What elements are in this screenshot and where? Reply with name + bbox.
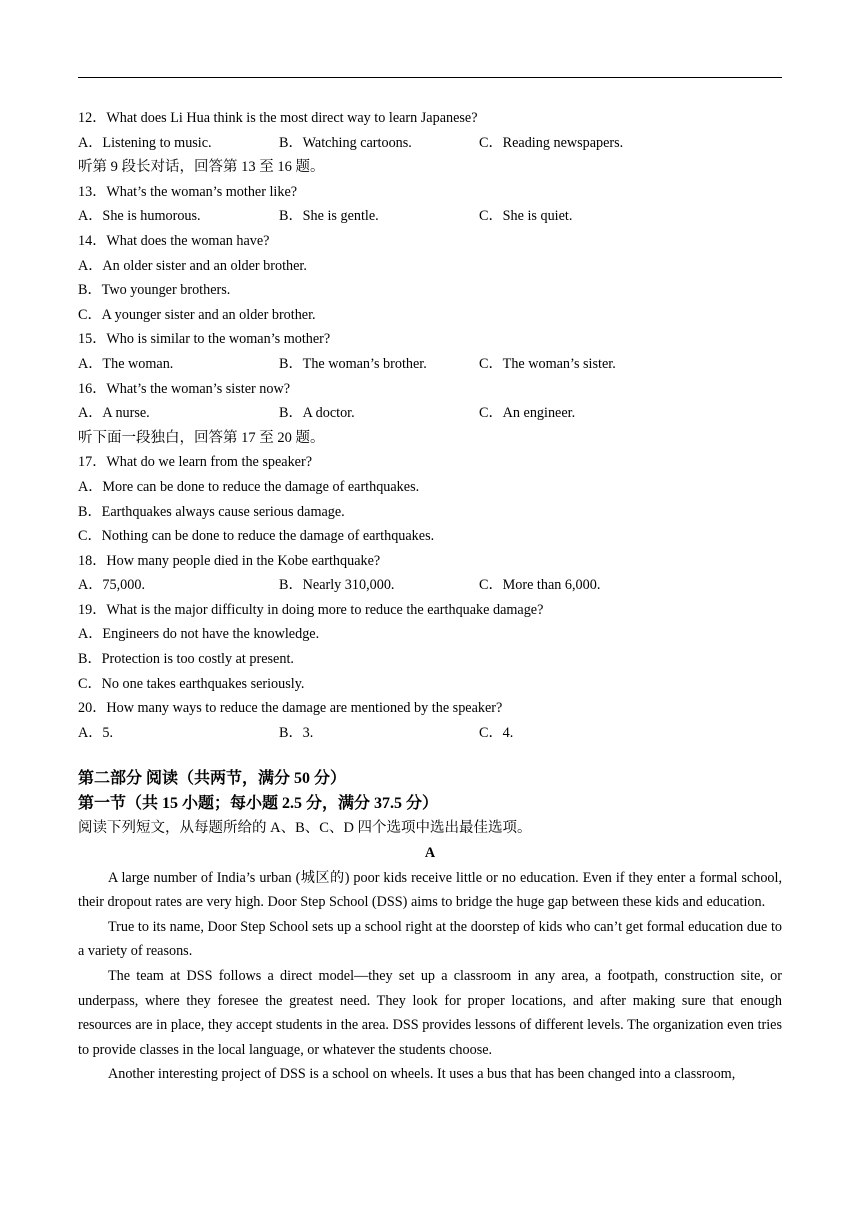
option-b: B．Two younger brothers.: [78, 282, 231, 299]
option-b: B．Nearly 310,000.: [279, 577, 395, 594]
option-c: C．No one takes earthquakes seriously.: [78, 675, 305, 692]
option-b: B．3.: [279, 724, 314, 741]
option-c: C．The woman’s sister.: [479, 355, 616, 372]
option-c: C．4.: [479, 724, 514, 741]
option-b: B．She is gentle.: [279, 208, 379, 225]
question-15-options: [78, 352, 782, 377]
option-a: A．Listening to music.: [78, 134, 212, 151]
option-c: C．A younger sister and an older brother.: [78, 306, 316, 323]
passage-paragraph-1: A large number of India’s urban (城区的) poor kids receive little or no education. Even if they enter a formal school, their dropout rates are very high. Door Step School (DSS) aims to bridge the huge gap between these kids and education.: [78, 869, 782, 911]
passage-paragraph-2: True to its name, Door Step School sets up a school right at the doorstep of kids who can’t get formal education due to a variety of reasons.: [78, 918, 782, 960]
question-14-stem: 14．What does the woman have?: [78, 232, 270, 249]
passage-paragraph-4: Another interesting project of DSS is a school on wheels. It uses a bus that has been changed into a classroom,: [108, 1066, 736, 1083]
option-c: C．She is quiet.: [479, 208, 573, 225]
reading-instruction: 阅读下列短文，从每题所给的 A、B、C、D 四个选项中选出最佳选项。: [78, 820, 532, 837]
question-15-stem: 15．Who is similar to the woman’s mother?: [78, 331, 331, 348]
question-20-stem: 20．How many ways to reduce the damage are mentioned by the speaker?: [78, 700, 503, 717]
option-c: C．Reading newspapers.: [479, 134, 624, 151]
question-13-options: [78, 204, 782, 229]
part-two-title: 第二部分 阅读（共两节，满分 50 分）: [78, 770, 347, 788]
option-a: A．The woman.: [78, 355, 174, 372]
passage-paragraph-3: The team at DSS follows a direct model—they set up a classroom in any area, a footpath, construction site, or underpass, where they foresee the greatest need. They look for proper locations, and after making sure that enough resources are in place, they accept students in the area. DSS provides lessons of different levels. The organization even tries to provide classes in the local language, or whatever the students choose.: [78, 968, 782, 1058]
option-c: C．More than 6,000.: [479, 577, 601, 594]
option-a: A．75,000.: [78, 577, 145, 594]
option-a: A．More can be done to reduce the damage of earthquakes.: [78, 478, 420, 495]
question-18-stem: 18．How many people died in the Kobe earthquake?: [78, 552, 381, 569]
question-12-stem: 12．What does Li Hua think is the most direct way to learn Japanese?: [78, 110, 478, 126]
option-a: A．Engineers do not have the knowledge.: [78, 626, 320, 643]
question-13-stem: 13．What’s the woman’s mother like?: [78, 183, 298, 200]
option-b: B．Watching cartoons.: [279, 134, 412, 151]
instruction-17-20: 听下面一段独白，回答第 17 至 20 题。: [78, 429, 325, 446]
question-12-options: [78, 131, 782, 156]
question-20-options: [78, 721, 782, 746]
question-16-stem: 16．What’s the woman’s sister now?: [78, 380, 290, 397]
passage-label: A: [424, 845, 436, 862]
option-a: A．An older sister and an older brother.: [78, 257, 307, 274]
question-16-options: [78, 401, 782, 426]
header-rule: [78, 77, 782, 78]
option-b: B．Protection is too costly at present.: [78, 651, 294, 668]
question-17-stem: 17．What do we learn from the speaker?: [78, 454, 312, 471]
section-one-title: 第一节（共 15 小题；每小题 2.5 分，满分 37.5 分）: [78, 795, 439, 813]
option-b: B．Earthquakes always cause serious damage.: [78, 503, 345, 520]
question-19-stem: 19．What is the major difficulty in doing more to reduce the earthquake damage?: [78, 601, 544, 618]
exam-page: [78, 106, 782, 1087]
option-a: A．5.: [78, 724, 114, 741]
option-b: B．A doctor.: [279, 405, 355, 422]
option-b: B．The woman’s brother.: [279, 355, 427, 372]
question-18-options: [78, 573, 782, 598]
option-a: A．A nurse.: [78, 405, 150, 422]
option-c: C．An engineer.: [479, 405, 576, 422]
instruction-13-16: 听第 9 段长对话，回答第 13 至 16 题。: [78, 159, 325, 176]
spacer: [78, 745, 782, 766]
option-c: C．Nothing can be done to reduce the damage of earthquakes.: [78, 528, 435, 545]
option-a: A．She is humorous.: [78, 208, 201, 225]
